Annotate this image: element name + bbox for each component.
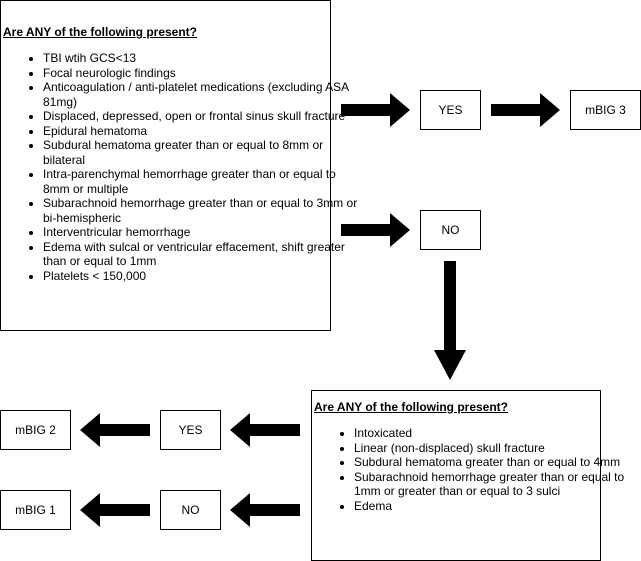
arrow-down-to-box2 (434, 261, 466, 380)
yes-node-top: YES (420, 90, 481, 130)
criterion-item: • Intra-parenchymal hemorrhage greater than or equal to 8mm or multiple (43, 167, 361, 196)
criterion-item: • TBI wtih GCS<13 (43, 51, 361, 66)
criterion-item: • Subarachnoid hemorrhage greater than or equal to 1mm or greater than or equal to 3 sulci (354, 470, 632, 499)
criterion-item: • Edema (354, 499, 632, 514)
criterion-item: • Subdural hematoma greater than or equal to 8mm or bilateral (43, 138, 361, 167)
criterion-item: • Linear (non-displaced) skull fracture (354, 441, 632, 456)
criterion-item: • Anticoagulation / anti-platelet medications (excluding ASA 81mg) (43, 80, 361, 109)
criterion-item: • Edema with sulcal or ventricular effacement, shift greater than or equal to 1mm (43, 240, 361, 269)
mbig2-node: mBIG 2 (0, 410, 71, 450)
arrow-to-no-bottom (230, 493, 300, 527)
question-box-primary-list (3, 51, 361, 283)
question-box-secondary-list (314, 426, 632, 513)
criterion-item: • Epidural hematoma (43, 124, 361, 139)
criterion-item: • Subarachnoid hemorrhage greater than or equal to 3mm or bi-hemispheric (43, 196, 361, 225)
arrow-to-mbig2 (80, 413, 150, 447)
question-box-primary-title: Are ANY of the following present? (3, 25, 198, 39)
mbig1-node: mBIG 1 (0, 490, 71, 530)
question-box-primary (0, 0, 358, 331)
mbig3-node: mBIG 3 (570, 90, 641, 130)
yes-node-bottom: YES (160, 410, 221, 450)
criterion-item: • Intoxicated (354, 426, 632, 441)
no-node-top: NO (420, 210, 481, 250)
criterion-item: • Displaced, depressed, open or frontal sinus skull fracture (43, 109, 361, 124)
question-box-secondary (311, 390, 625, 561)
arrow-to-yes-bottom (230, 413, 300, 447)
arrow-to-mbig1 (80, 493, 150, 527)
criterion-item: • Subdural hematoma greater than or equal to 4mm (354, 455, 632, 470)
arrow-to-mbig3 (491, 93, 560, 127)
criterion-item: • Interventricular hemorrhage (43, 225, 361, 240)
no-node-bottom: NO (160, 490, 221, 530)
criterion-item: • Focal neurologic findings (43, 66, 361, 81)
criterion-item: • Platelets < 150,000 (43, 269, 361, 284)
question-box-secondary-title: Are ANY of the following present? (314, 400, 509, 414)
